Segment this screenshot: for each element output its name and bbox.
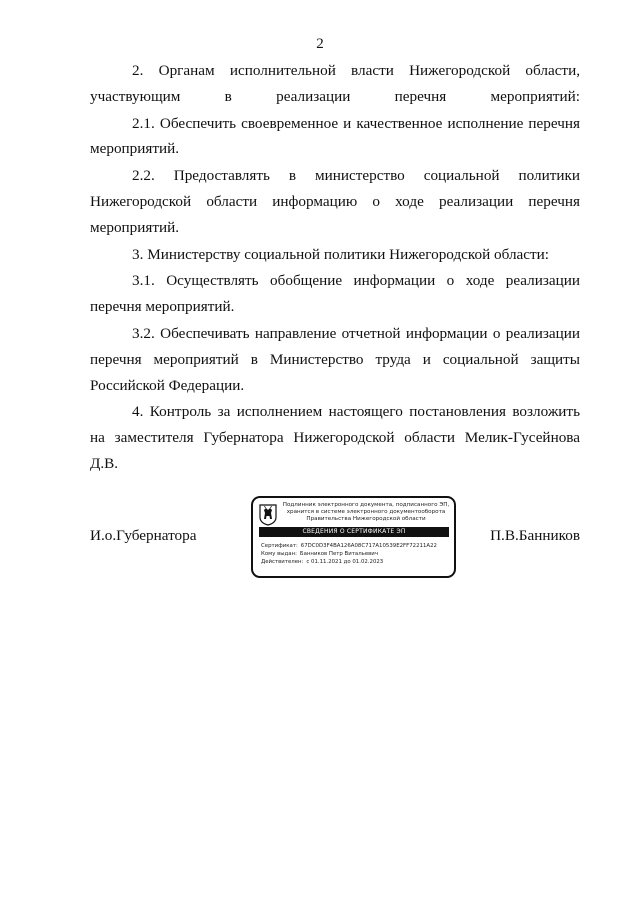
paragraph-3-2: 3.2. Обеспечивать направление отчетной информации о реализации перечня мероприятий в Министерство труда и социальной защиты Российской Федерации. — [90, 324, 580, 394]
stamp-header-line: Подлинник электронного документа, подписанного ЭП, — [282, 502, 450, 508]
stamp-header-line: Правительства Нижегородской области — [306, 516, 426, 522]
signatory-position: И.о.Губернатора — [90, 527, 197, 544]
page-number: 2 — [316, 36, 324, 52]
paragraph-4: 4. Контроль за исполнением настоящего постановления возложить на заместителя Губернатора Нижегородской области Мелик-Гусейнова Д.В. — [90, 403, 580, 472]
certificate-value: 67DC0D3F4BA126A08C717A10539E2FF72211A22 — [300, 543, 437, 549]
paragraph-2-1: 2.1. Обеспечить своевременное и качественное исполнение перечня мероприятий. — [90, 114, 580, 158]
stamp-header — [281, 502, 451, 523]
stamp-details — [261, 542, 453, 566]
validity-label: Действителен: — [261, 559, 304, 565]
paragraph-3: 3. Министерству социальной политики Нижегородской области: — [132, 245, 550, 263]
signatory-name: П.В.Банников — [490, 527, 580, 544]
validity-value: с 01.11.2021 до 01.02.2023 — [306, 559, 384, 565]
paragraph-3-1: 3.1. Осуществлять обобщение информации о ходе реализации перечня мероприятий. — [90, 272, 580, 316]
validity-row — [261, 558, 453, 566]
stamp-header-line: хранится в системе электронного документооборота — [286, 509, 446, 515]
owner-label: Кому выдан: — [261, 551, 297, 557]
document-body — [90, 58, 580, 477]
certificate-row — [261, 542, 453, 550]
certificate-label: Сертификат: — [261, 543, 298, 549]
deer-coat-of-arms-icon — [259, 504, 277, 526]
paragraph-2: 2. Органам исполнительной власти Нижегородской области, участвующим в реализации перечня мероприятий: — [90, 62, 580, 105]
owner-value: Банников Петр Витальевич — [299, 551, 378, 557]
stamp-banner: СВЕДЕНИЯ О СЕРТИФИКАТЕ ЭП — [259, 527, 449, 537]
owner-row — [261, 550, 453, 558]
signature-block — [0, 496, 640, 581]
paragraph-2-2: 2.2. Предоставлять в министерство социальной политики Нижегородской области информацию о ходе реализации перечня мероприятий. — [90, 167, 580, 236]
e-signature-stamp — [251, 496, 456, 578]
